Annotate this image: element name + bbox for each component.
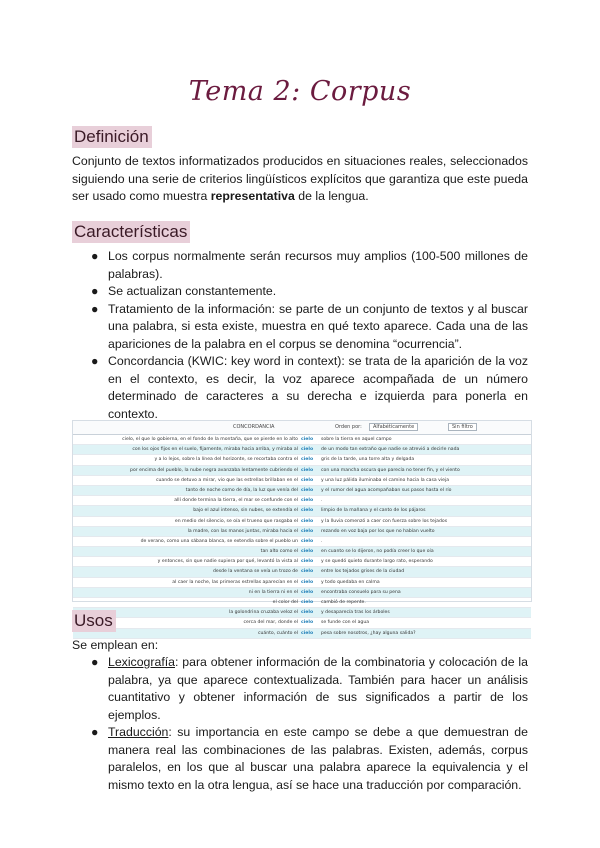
concordance-keyword[interactable]: cielo [301,447,314,453]
concordance-row [73,567,531,577]
concordance-row [73,486,531,496]
concordance-keyword[interactable]: cielo [301,600,314,605]
concordance-left-context: en medio del silencio, se oía el trueno que rasgaba el [174,518,298,524]
concordance-keyword[interactable]: cielo [301,457,314,463]
concordance-right-context: de un modo tan extraño que nadie se atrevió a decirle nada [321,447,460,453]
filter-select[interactable]: Sin filtro [448,423,477,431]
concordance-left-context: ni en la tierra ni en el [248,589,298,595]
concordance-keyword[interactable]: cielo [301,569,314,575]
list-item-text: Se actualizan constantemente. [108,284,277,298]
concordance-keyword[interactable]: cielo [301,518,314,524]
concordance-right-context: rezando en voz baja por los que no habían vuelto [321,528,435,534]
heading-usos: Usos [72,610,116,632]
order-select[interactable]: Alfabéticamente [369,423,418,431]
list-item [72,724,528,794]
concordance-right-context: con una mancha oscura que parecía no tener fin, y el viento [321,467,460,473]
concordance-right-context: y una luz pálida iluminaba el camino hacia la casa vieja [321,477,450,483]
concordance-right-context: encontraba consuelo para su pena [321,589,401,595]
concordance-left-context: el color del [272,600,298,605]
list-item-text: : su importancia en este campo se debe a que demuestran de manera real las combinaciones de las palabras. Existen, además, corpus paralelos, en los que al buscar una palabra aparece la equivalencia y el mismo texto en la otra lengua, así se hace una traducción por comparación. [108,725,528,792]
list-item-text: Concordancia (KWIC: key word in context): se trata de la aparición de la voz en el contexto, es decir, la voz aparece acompañada de un número determinado de caracteres a su derecha e izquierda para ponerla en contexto. [108,354,528,421]
concordance-right-context: en cuanto se lo dijeron, no podía creer lo que oía [321,549,434,555]
concordance-left-context: cerca del mar, donde el [243,620,298,626]
concordance-row [73,608,531,618]
concordance-left-context: y entonces, sin que nadie supiera por qué, levantó la vista al [157,559,298,565]
concordance-row [73,496,531,506]
concordance-keyword[interactable]: cielo [301,630,314,636]
concordance-left-context: tanto de noche como de día, la luz que venía del [185,487,298,493]
concordance-right-context: se funde con el agua [321,620,370,626]
concordance-row [73,618,531,628]
concordance-left-context: bajo el azul intenso, sin nubes, se extendía el [193,508,298,514]
concordance-left-context: al caer la noche, las primeras estrellas aparecían en el [172,579,298,585]
definicion-paragraph [72,153,528,206]
heading-definicion: Definición [72,126,152,148]
concordance-keyword[interactable]: cielo [301,620,314,626]
concordance-row [73,527,531,537]
concordance-keyword[interactable]: cielo [301,538,314,544]
concordance-row [73,537,531,547]
concordance-left-context: tan alto como el [260,549,298,555]
concordance-row [73,598,531,608]
list-item [72,353,528,423]
concordance-header [73,421,531,435]
concordance-right-context: pesa sobre nosotros, ¿hay alguna salida? [321,630,416,636]
concordance-row [73,455,531,465]
definicion-bold-term: representativa [210,189,295,203]
list-item-text: Los corpus normalmente serán recursos muy amplios (100-500 millones de palabras). [108,249,528,281]
concordance-row [73,557,531,567]
list-item [72,248,528,283]
concordance-row [73,588,531,598]
list-item-text: : para obtener información de la combinatoria y colocación de la palabra, ya que aparece contextualizada. También para hacer un análisis cuantitativo y obtener información de sus significados a partir de los ejemplos. [108,655,528,722]
concordance-right-context: limpio de la mañana y el canto de los pájaros [321,508,426,514]
concordance-keyword[interactable]: cielo [301,467,314,473]
concordance-column-label: CONCORDANCIA [233,424,275,430]
page-title: Tema 2: Corpus [188,76,412,107]
concordance-keyword[interactable]: cielo [301,610,314,616]
concordance-row [73,506,531,516]
concordance-keyword[interactable]: cielo [301,559,314,565]
concordance-right-context: y la lluvia comenzó a caer con fuerza sobre los tejados [321,518,448,524]
concordance-right-context: . [321,538,323,544]
usos-list [72,654,528,794]
concordance-rows [73,435,531,639]
concordance-keyword[interactable]: cielo [301,579,314,585]
concordance-right-context: . [321,498,323,504]
concordance-right-context: y el rumor del agua acompañaban sus pasos hasta el río [321,487,452,493]
concordance-left-context: de verano, como una sábana blanca, se extendía sobre el pueblo un [140,538,298,544]
concordance-left-context: allí donde termina la tierra, el mar se confunde con el [174,498,298,504]
concordance-right-context: entre los tejados grises de la ciudad [321,569,405,575]
concordance-left-context: cuánto, cuánto el [257,630,298,636]
concordance-keyword[interactable]: cielo [301,437,314,442]
order-label: Orden por: [335,424,362,430]
bullet-icon: ● [91,354,99,368]
concordance-row [73,476,531,486]
concordance-left-context: por encima del pueblo, la nube negra avanzaba lentamente cubriendo el [130,467,298,473]
concordance-right-context: y desaparecía tras los árboles [321,610,390,616]
concordance-right-context: y se quedó quieto durante largo rato, esperando [321,559,433,565]
concordance-left-context: con los ojos fijos en el suelo, fijamente, miraba hacia arriba, y miraba al [132,447,298,453]
list-item [72,301,528,354]
heading-caracteristicas: Características [72,221,190,243]
concordance-keyword[interactable]: cielo [301,498,314,504]
concordance-row [73,547,531,557]
list-item-text: Tratamiento de la información: se parte de un conjunto de textos y al buscar una palabra, si esta existe, muestra en qué texto aparece. Cada una de las apariciones de la palabra en el corpus se denomina “ocurrencia”. [108,301,528,351]
concordance-keyword[interactable]: cielo [301,549,314,555]
list-item [72,283,528,301]
concordance-right-context: sobre la tierra en aquel campo [321,437,392,442]
definicion-text: Conjunto de textos informatizados producidos en situaciones reales, seleccionados siguiendo una serie de criterios lingüísticos explícitos que garantiza que este pueda ser usado como muestra [72,154,528,203]
bullet-icon: ● [91,301,99,316]
concordance-left-context: la madre, con las manos juntas, miraba hacia el [187,528,298,534]
concordance-left-context: la golondrina cruzaba veloz el [229,610,298,616]
caracteristicas-list [72,248,528,423]
usos-term: Traducción [108,725,169,739]
concordance-right-context: cambió de repente. [321,600,366,605]
bullet-icon: ● [91,655,99,669]
concordance-left-context: y a lo lejos, sobre la línea del horizonte, se recortaba contra el [154,457,298,463]
concordance-left-context: desde la ventana se veía un trozo de [212,569,298,575]
usos-term: Lexicografía [108,655,175,669]
concordance-keyword[interactable]: cielo [301,508,314,514]
bullet-icon: ● [91,725,99,739]
concordance-right-context: gris de la tarde, una torre alta y delgada [321,457,415,463]
usos-intro: Se emplean en: [72,638,159,652]
concordance-row [73,517,531,527]
concordance-keyword[interactable]: cielo [301,487,314,493]
concordance-row [73,445,531,455]
list-item [72,654,528,724]
concordance-right-context: y todo quedaba en calma [321,579,380,585]
bullet-icon: ● [91,249,99,263]
bullet-icon: ● [91,284,99,298]
concordance-keyword[interactable]: cielo [301,589,314,595]
concordance-row [73,578,531,588]
concordance-left-context: cuando se detuvo a mirar, vio que las estrellas brillaban en el [155,477,298,483]
concordance-keyword[interactable]: cielo [301,477,314,483]
concordance-row [73,435,531,445]
concordance-keyword[interactable]: cielo [301,528,314,534]
definicion-text-end: de la lengua. [294,189,369,203]
concordance-row [73,466,531,476]
concordance-left-context: cielo, el que lo gobierna, en el fondo de la montaña, que se pierde en lo alto [122,437,298,442]
